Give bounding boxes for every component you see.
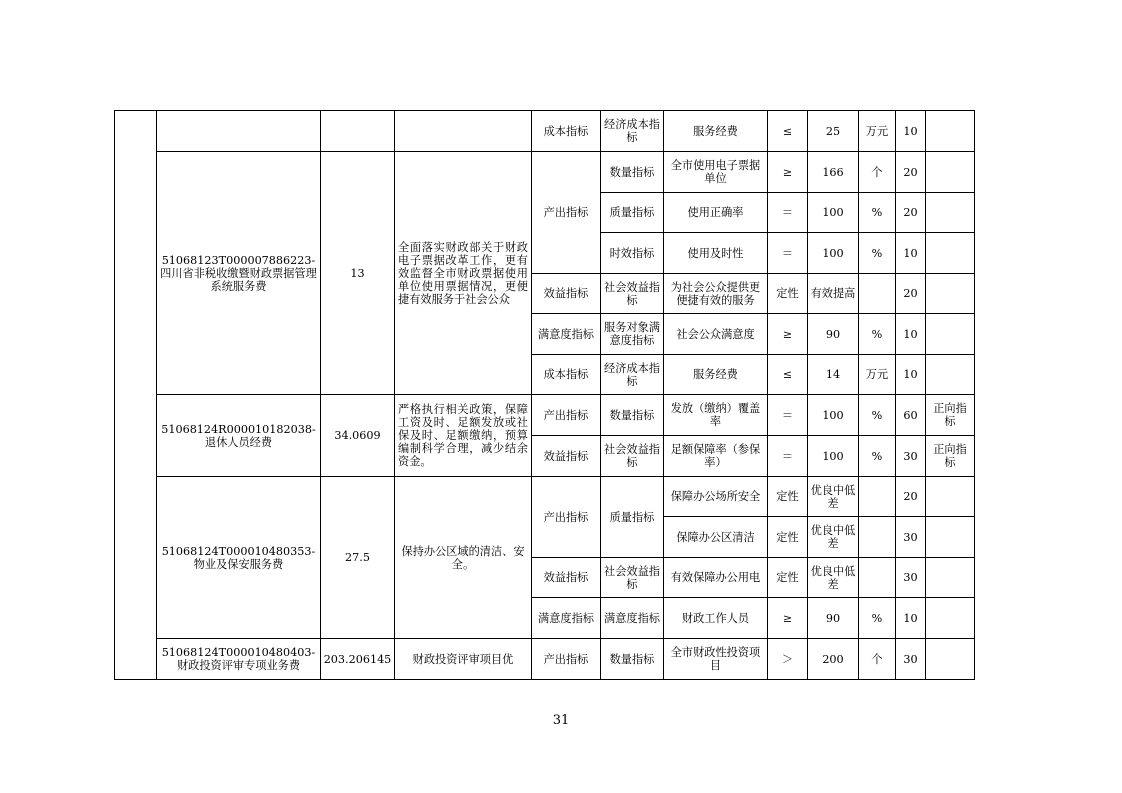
note <box>926 314 975 355</box>
indicator-name: 足额保障率（参保率） <box>664 436 768 477</box>
operator: ＝ <box>768 193 808 233</box>
goal-cell: 财政投资评审项目优 <box>395 639 532 680</box>
target-value: 166 <box>808 152 859 193</box>
amount-cell <box>321 111 395 152</box>
unit: 个 <box>859 152 896 193</box>
level2-indicator: 服务对象满意度指标 <box>601 314 664 355</box>
operator: ≤ <box>768 355 808 395</box>
level2-indicator: 数量指标 <box>601 639 664 680</box>
project-name-cell: 51068123T000007886223-四川省非税收缴暨财政票据管理系统服务费 <box>157 152 321 395</box>
target-value: 优良中低差 <box>808 558 859 598</box>
table-row <box>115 111 975 152</box>
operator: ＞ <box>768 639 808 680</box>
indicator-name: 社会公众满意度 <box>664 314 768 355</box>
amount-cell: 13 <box>321 152 395 395</box>
unit: % <box>859 193 896 233</box>
level2-indicator: 社会效益指标 <box>601 558 664 598</box>
weight: 20 <box>896 477 926 517</box>
note: 正向指标 <box>926 395 975 436</box>
target-value: 100 <box>808 395 859 436</box>
indicator-name: 保障办公场所安全 <box>664 477 768 517</box>
weight: 30 <box>896 558 926 598</box>
level1-indicator: 成本指标 <box>532 355 601 395</box>
target-value: 90 <box>808 598 859 639</box>
target-value: 优良中低差 <box>808 477 859 517</box>
performance-indicator-table <box>114 110 975 680</box>
level1-indicator: 效益指标 <box>532 436 601 477</box>
weight: 30 <box>896 639 926 680</box>
target-value: 25 <box>808 111 859 152</box>
weight: 20 <box>896 193 926 233</box>
weight: 30 <box>896 517 926 558</box>
indicator-name: 全市使用电子票据单位 <box>664 152 768 193</box>
unit <box>859 558 896 598</box>
goal-cell: 保持办公区域的清洁、安全。 <box>395 477 532 639</box>
unit: % <box>859 395 896 436</box>
goal-cell <box>395 111 532 152</box>
operator: 定性 <box>768 558 808 598</box>
weight: 60 <box>896 395 926 436</box>
level1-indicator: 产出指标 <box>532 477 601 558</box>
note <box>926 193 975 233</box>
table-row <box>115 639 975 680</box>
indicator-name: 使用正确率 <box>664 193 768 233</box>
note <box>926 517 975 558</box>
unit: 万元 <box>859 111 896 152</box>
unit: 万元 <box>859 355 896 395</box>
weight: 30 <box>896 436 926 477</box>
unit <box>859 477 896 517</box>
target-value: 100 <box>808 436 859 477</box>
unit <box>859 274 896 314</box>
target-value: 100 <box>808 233 859 274</box>
level1-indicator: 效益指标 <box>532 274 601 314</box>
amount-cell: 34.0609 <box>321 395 395 477</box>
table-row <box>115 152 975 193</box>
target-value: 有效提高 <box>808 274 859 314</box>
level2-indicator: 满意度指标 <box>601 598 664 639</box>
level1-indicator: 产出指标 <box>532 152 601 274</box>
unit: % <box>859 233 896 274</box>
level2-indicator: 经济成本指标 <box>601 111 664 152</box>
goal-cell: 全面落实财政部关于财政电子票据改革工作，更有效监督全市财政票据使用单位使用票据情况，更便捷有效服务于社会公众 <box>395 152 532 395</box>
project-name-cell: 51068124T000010480403-财政投资评审专项业务费 <box>157 639 321 680</box>
level1-indicator: 效益指标 <box>532 558 601 598</box>
weight: 20 <box>896 152 926 193</box>
weight: 10 <box>896 111 926 152</box>
department-cell <box>115 111 157 680</box>
note <box>926 355 975 395</box>
project-name-cell: 51068124R000010182038-退休人员经费 <box>157 395 321 477</box>
operator: ＝ <box>768 436 808 477</box>
target-value: 100 <box>808 193 859 233</box>
unit: % <box>859 598 896 639</box>
note <box>926 558 975 598</box>
project-name-cell: 51068124T000010480353-物业及保安服务费 <box>157 477 321 639</box>
weight: 20 <box>896 274 926 314</box>
note <box>926 233 975 274</box>
operator: ≥ <box>768 598 808 639</box>
indicator-name: 保障办公区清洁 <box>664 517 768 558</box>
note <box>926 152 975 193</box>
weight: 10 <box>896 314 926 355</box>
indicator-name: 服务经费 <box>664 111 768 152</box>
level1-indicator: 产出指标 <box>532 395 601 436</box>
note <box>926 639 975 680</box>
table-row <box>115 477 975 517</box>
target-value: 14 <box>808 355 859 395</box>
target-value: 优良中低差 <box>808 517 859 558</box>
level2-indicator: 质量指标 <box>601 477 664 558</box>
indicator-name: 有效保障办公用电 <box>664 558 768 598</box>
level1-indicator: 满意度指标 <box>532 598 601 639</box>
goal-cell: 严格执行相关政策，保障工资及时、足额发放或社保及时、足额缴纳，预算编制科学合理，减少结余资金。 <box>395 395 532 477</box>
unit: % <box>859 314 896 355</box>
project-name-cell <box>157 111 321 152</box>
indicator-name: 全市财政性投资项目 <box>664 639 768 680</box>
amount-cell: 27.5 <box>321 477 395 639</box>
target-value: 200 <box>808 639 859 680</box>
table-row <box>115 395 975 436</box>
operator: 定性 <box>768 477 808 517</box>
operator: ＝ <box>768 233 808 274</box>
level2-indicator: 质量指标 <box>601 193 664 233</box>
unit <box>859 517 896 558</box>
unit: 个 <box>859 639 896 680</box>
level2-indicator: 时效指标 <box>601 233 664 274</box>
note <box>926 111 975 152</box>
level2-indicator: 数量指标 <box>601 152 664 193</box>
weight: 10 <box>896 598 926 639</box>
level2-indicator: 数量指标 <box>601 395 664 436</box>
note: 正向指标 <box>926 436 975 477</box>
operator: ≤ <box>768 111 808 152</box>
level1-indicator: 成本指标 <box>532 111 601 152</box>
indicator-name: 财政工作人员 <box>664 598 768 639</box>
operator: ＝ <box>768 395 808 436</box>
operator: ≥ <box>768 152 808 193</box>
indicator-name: 服务经费 <box>664 355 768 395</box>
level2-indicator: 经济成本指标 <box>601 355 664 395</box>
weight: 10 <box>896 355 926 395</box>
amount-cell: 203.206145 <box>321 639 395 680</box>
level2-indicator: 社会效益指标 <box>601 436 664 477</box>
level2-indicator: 社会效益指标 <box>601 274 664 314</box>
level1-indicator: 产出指标 <box>532 639 601 680</box>
page-number: 31 <box>552 713 570 728</box>
weight: 10 <box>896 233 926 274</box>
indicator-name: 使用及时性 <box>664 233 768 274</box>
target-value: 90 <box>808 314 859 355</box>
indicator-name: 为社会公众提供更便捷有效的服务 <box>664 274 768 314</box>
indicator-name: 发放（缴纳）覆盖率 <box>664 395 768 436</box>
operator: 定性 <box>768 274 808 314</box>
note <box>926 598 975 639</box>
note <box>926 477 975 517</box>
level1-indicator: 满意度指标 <box>532 314 601 355</box>
note <box>926 274 975 314</box>
operator: 定性 <box>768 517 808 558</box>
operator: ≥ <box>768 314 808 355</box>
unit: % <box>859 436 896 477</box>
